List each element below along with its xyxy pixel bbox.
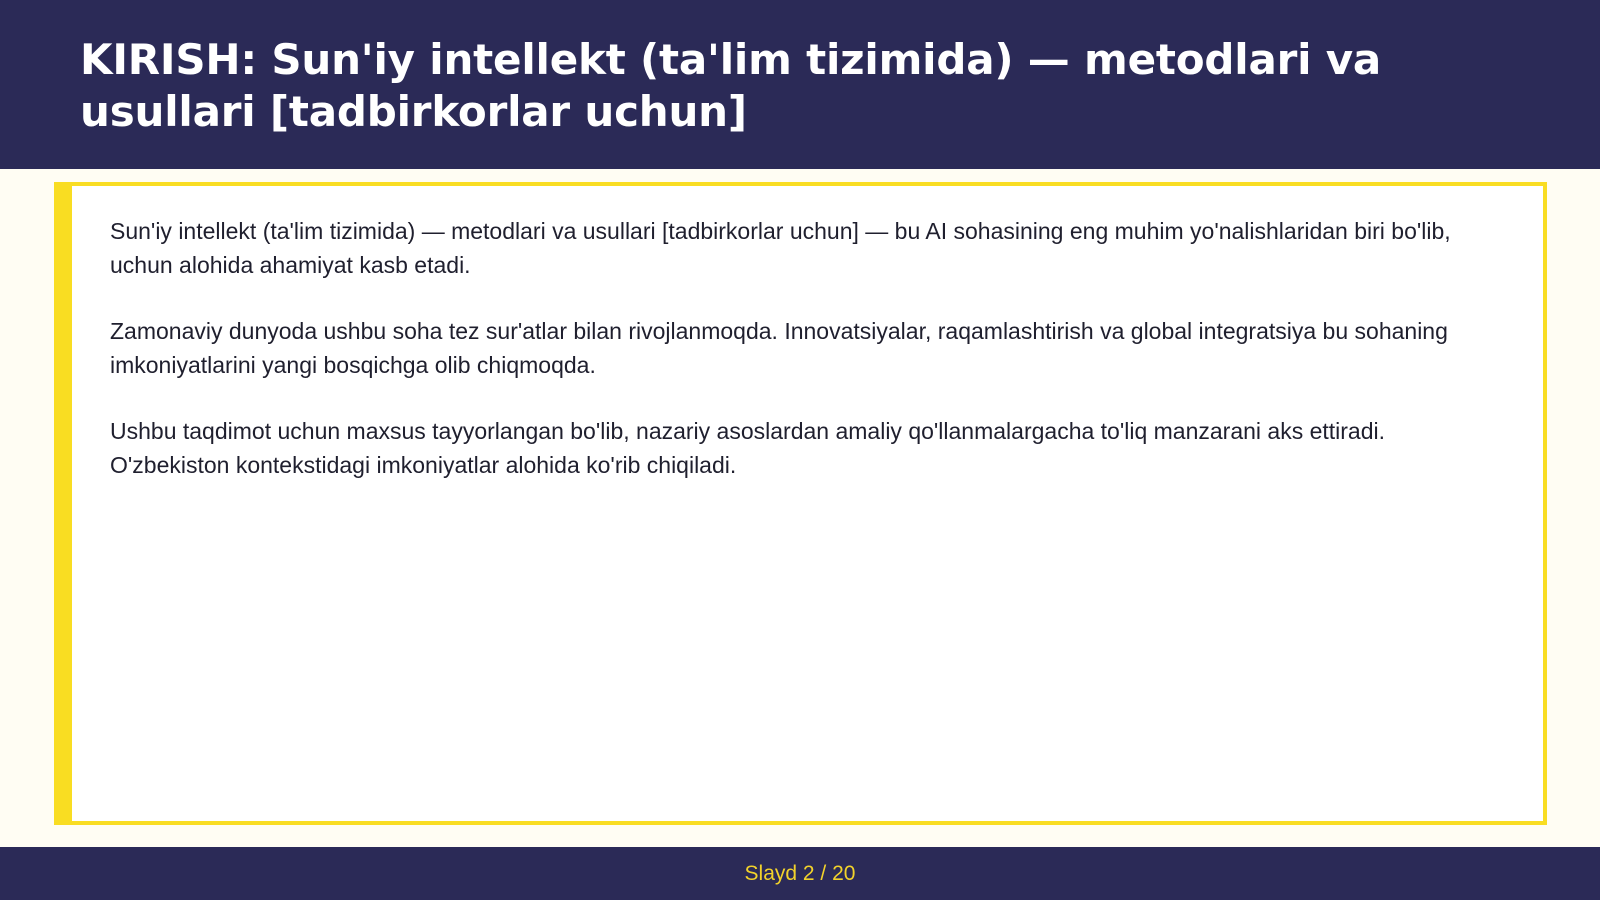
slide-header bbox=[0, 0, 1600, 169]
development-paragraph: Zamonaviy dunyoda ushbu soha tez sur'atlar bilan rivojlanmoqda. Innovatsiyalar, raqamlashtirish va global integratsiya bu sohaning imkoniyatlarini yangi bosqichga olib chiqmoqda. bbox=[110, 318, 1448, 378]
content-card bbox=[54, 182, 1547, 825]
slide-counter: Slayd 2 / 20 bbox=[744, 861, 856, 885]
intro-paragraph: Sun'iy intellekt (ta'lim tizimida) — metodlari va usullari [tadbirkorlar uchun] — bu AI sohasining eng muhim yo'nalishlaridan biri bo'lib, uchun alohida ahamiyat kasb etadi. bbox=[110, 218, 1451, 278]
slide-title: KIRISH: Sun'iy intellekt (ta'lim tizimida) — metodlari va usullari [tadbirkorlar uchun] bbox=[80, 35, 1382, 136]
slide-footer bbox=[0, 847, 1600, 900]
presentation-paragraph: Ushbu taqdimot uchun maxsus tayyorlangan bo'lib, nazariy asoslardan amaliy qo'llanmalargacha to'liq manzarani aks ettiradi. O'zbekiston kontekstidagi imkoniyatlar alohida ko'rib chiqiladi. bbox=[110, 418, 1386, 478]
